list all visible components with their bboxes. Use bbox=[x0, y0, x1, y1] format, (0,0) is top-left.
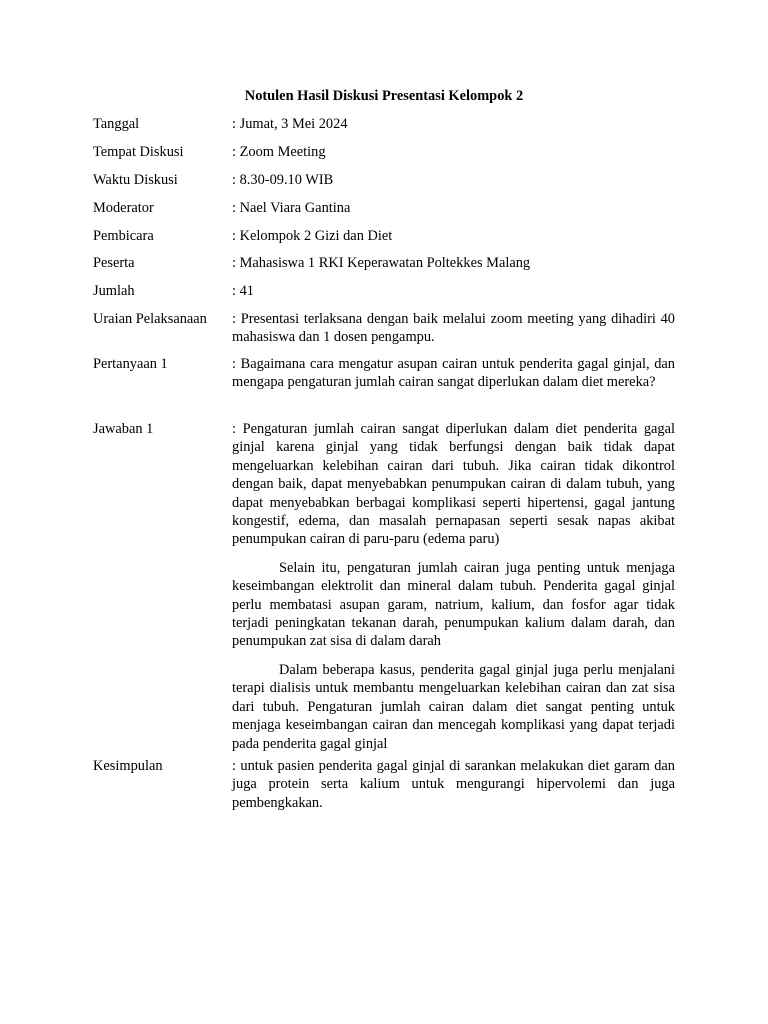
document-title: Notulen Hasil Diskusi Presentasi Kelompok 2 bbox=[244, 88, 524, 104]
row-value: : Mahasiswa 1 RKI Keperawatan Poltekkes Malang bbox=[232, 255, 531, 271]
row-label: Uraian Pelaksanaan bbox=[93, 311, 207, 327]
row-label: Waktu Diskusi bbox=[93, 172, 178, 188]
row-value: : Bagaimana cara mengatur asupan cairan untuk penderita gagal ginjal, dan mengapa pengaturan jumlah cairan sangat diperlukan dalam diet mereka? bbox=[232, 356, 675, 391]
row-label: Tanggal bbox=[93, 116, 140, 132]
row-label: Tempat Diskusi bbox=[93, 144, 184, 160]
answer-paragraph: Dalam beberapa kasus, penderita gagal ginjal juga perlu menjalani terapi dialisis untuk membantu mengeluarkan kelebihan cairan dan zat sisa dari tubuh. Pengaturan jumlah cairan dalam diet sangat penting untuk menjaga keseimbangan cairan dan mencegah komplikasi yang dapat terjadi pada penderita gagal ginjal bbox=[232, 661, 675, 752]
answer-paragraph: : Pengaturan jumlah cairan sangat diperlukan dalam diet penderita gagal ginjal karena ginjal yang tidak berfungsi dengan baik tidak dapat mengeluarkan kelebihan cairan dari tubuh. Jika cairan tidak dikontrol dengan baik, dapat menyebabkan penumpukan cairan di dalam tubuh, yang dapat menyebabkan berbagai komplikasi seperti hipertensi, gagal jantung kongestif, edema, dan masalah pernapasan seperti sesak napas akibat penumpukan cairan di paru-paru (edema paru) bbox=[232, 421, 675, 548]
row-label: Pertanyaan 1 bbox=[93, 356, 168, 372]
row-label: Jawaban 1 bbox=[93, 421, 154, 437]
answer-paragraph: Selain itu, pengaturan jumlah cairan juga penting untuk menjaga keseimbangan elektrolit dan mineral dalam tubuh. Penderita gagal ginjal perlu membatasi asupan garam, natrium, kalium, dan fosfor agar tidak terjadi peningkatan tekanan darah, penumpukan kalium dalam darah, dan penumpukan zat sisa di dalam darah bbox=[232, 559, 675, 650]
row-value: : Presentasi terlaksana dengan baik melalui zoom meeting yang dihadiri 40 mahasiswa dan 1 dosen pengampu. bbox=[232, 311, 675, 346]
row-value: : untuk pasien penderita gagal ginjal di sarankan melakukan diet garam dan juga protein serta kalium untuk mengurangi hipervolemi dan juga pembengkakan. bbox=[232, 758, 675, 811]
row-value: : Kelompok 2 Gizi dan Diet bbox=[232, 228, 393, 244]
row-value: : 8.30-09.10 WIB bbox=[232, 172, 334, 188]
row-value: : 41 bbox=[232, 283, 254, 299]
row-label: Moderator bbox=[93, 200, 154, 216]
row-label: Jumlah bbox=[93, 283, 135, 299]
row-label: Peserta bbox=[93, 255, 135, 271]
row-label: Pembicara bbox=[93, 228, 154, 244]
row-value: : Nael Viara Gantina bbox=[232, 200, 351, 216]
row-value: : Jumat, 3 Mei 2024 bbox=[232, 116, 348, 132]
answer-body bbox=[232, 420, 675, 753]
row-label: Kesimpulan bbox=[93, 758, 163, 774]
row-value: : Zoom Meeting bbox=[232, 144, 326, 160]
